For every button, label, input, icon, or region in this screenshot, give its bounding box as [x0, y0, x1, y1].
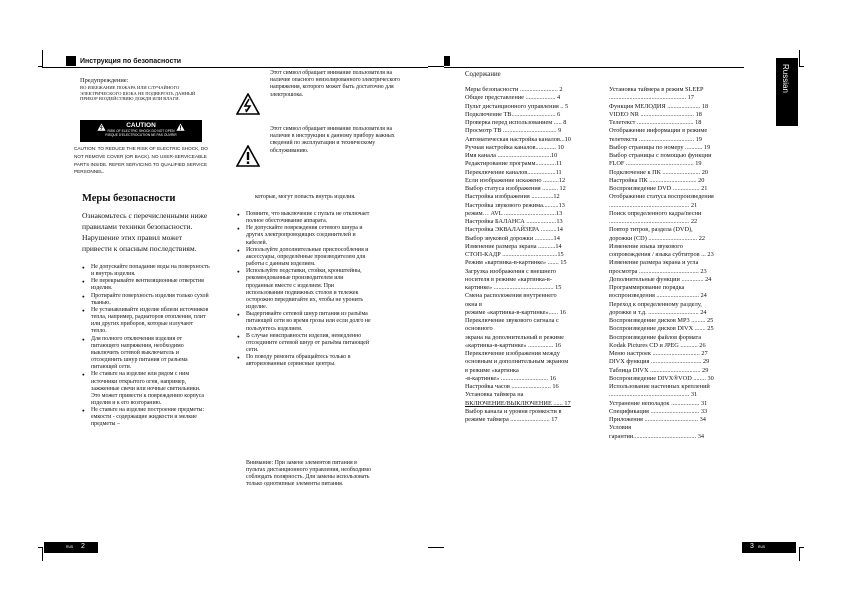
toc-entry[interactable]: Повтор титров, раздела (DVD), [609, 226, 693, 234]
list-item: ● Не перекрывайте вентиляционные отверстия изделия. [82, 278, 210, 292]
toc-entry[interactable]: Настройка ЭКВАЛАЙЗЕРА ..........14 [465, 226, 563, 234]
left-bullet-list [82, 264, 210, 429]
toc-entry[interactable]: Воспроизведение DIVX®VOD ........ 30 [609, 374, 714, 382]
toc-entry[interactable]: Меры безопасности ........................ 2 [465, 86, 563, 93]
list-item: ● В случае неисправности изделия, немедленно отсоедините сетевой шнур от разъёма питающей сети. [237, 333, 371, 354]
toc-entry[interactable]: экрана на дополнительный в режиме [465, 333, 564, 341]
toc-entry[interactable]: VIDEO NR .................................. 18 [609, 110, 702, 118]
list-item: ● Не устанавливайте изделие вблизи источников тепла, например, радиаторов отопления, плит или других приборов, которые излучают тепло. [82, 307, 210, 336]
exclamation-warning-icon [236, 145, 260, 172]
toc-entry[interactable]: Выбор страницы по номеру ........... 19 [609, 143, 711, 151]
caution-line-2: RISQUE D'ELECTROCUTION NE PAS OUVRIR [105, 133, 177, 137]
toc-entry[interactable]: в режиме «картинка [465, 366, 519, 374]
toc-entry[interactable]: Установка таймера в режим SLEEP [609, 86, 704, 93]
section-marker [66, 56, 76, 66]
toc-entry[interactable]: Подключение ТВ............................ 6 [465, 110, 561, 118]
exclamation-symbol-text: Этот символ обращает внимание пользователя на наличие в инструкции к данному прибору важных сведений по эксплуатации и техническому обслуживанию. [270, 126, 395, 154]
toc-entry[interactable]: Загрузка изображения с внешнего [465, 267, 557, 275]
toc-entry[interactable]: телетекста ................................... 19 [609, 135, 702, 143]
toc-entry[interactable]: Общее представление ................... 4 [465, 94, 561, 102]
toc-entry[interactable]: режим… AVL .................................13 [465, 209, 563, 217]
list-item: ● По поводу ремонта обращайтесь только в авторизованные сервисные центры. [237, 354, 371, 368]
header-rule [444, 67, 744, 68]
toc-entry[interactable]: Kodak Pictures CD и JPEG ........... 26 [609, 341, 706, 349]
toc-entry[interactable]: Выбор страницы с помощью функции [609, 152, 712, 159]
toc-entry[interactable]: DIVX функция ................................ 29 [609, 358, 710, 366]
toc-entry[interactable]: СТОП-КАДР ...................................15 [465, 251, 564, 258]
caution-text: CAUTION: TO REDUCE THE RISK OF ELECTRIC SHOCK, DO NOT REMOVE COVER (OR BACK). NO USER-SERVICEABLE PARTS INSIDE. REFER SERVICING TO QUALIFIED SERVICE PERSONNEL. [74, 146, 208, 175]
page-number: 3 [750, 543, 754, 550]
list-item: ● Выдергивайте сетевой шнур питания из разъёма питающей сети во время грозы или если долго не пользуетесь изделием. [237, 311, 371, 332]
section-title: Инструкция по безопасности [80, 58, 182, 65]
crop-mark [42, 50, 43, 67]
page-number-badge [742, 542, 796, 553]
toc-entry[interactable]: -в-картинке» .............................. 16 [465, 374, 557, 382]
toc-entry[interactable]: окна в [465, 300, 482, 308]
footer-lang: RUS [66, 545, 74, 549]
toc-entry[interactable]: Спецификация ............................... 33 [609, 407, 708, 415]
toc-entry[interactable]: ................................................... 31 [609, 391, 698, 399]
toc-entry[interactable]: сопровождения / языка субтитров ... 23 [609, 251, 714, 258]
toc-entry[interactable]: Условия [609, 424, 632, 432]
toc-entry[interactable]: Отображение информации в режиме [609, 127, 708, 135]
toc-entry[interactable]: Подключение к ПК ........................ 20 [609, 168, 709, 176]
measures-title: Меры безопасности [82, 193, 176, 204]
toc-entry[interactable]: дорожки (CD) ............................... 22 [609, 234, 706, 242]
toc-entry[interactable]: Ручная настройка каналов............. 10 [465, 143, 564, 151]
measures-intro: Ознакомьтесь с перечисленными ниже правилами техники безопасности. Нарушение этих правил может привести к опасным последствиям. [82, 211, 208, 253]
toc-entry[interactable]: Изменение размера экрана ...........14 [465, 242, 562, 250]
toc-entry[interactable]: Выбор статуса изображения .......... 12 [465, 185, 566, 192]
right-bullet-list [237, 211, 371, 368]
toc-entry[interactable]: Установка таймера на [465, 391, 524, 399]
warning-block [80, 77, 202, 102]
lightning-warning-icon [236, 93, 260, 120]
crop-mark [799, 547, 800, 561]
toc-entry[interactable]: Настройка звукового режима..........13 [465, 201, 565, 209]
warning-title: Предупреждение: [80, 77, 129, 84]
toc-entry[interactable]: Дополнительные функции .............. 24 [609, 275, 712, 283]
footer-lang: RUS [758, 545, 766, 549]
toc-entry[interactable]: Воспроизведение дисков DIVX ....... 25 [609, 325, 714, 333]
toc-entry[interactable]: Выбор звуковой дорожки ............14 [465, 234, 560, 242]
section-marker [444, 56, 450, 66]
toc-entry[interactable]: Изменение размера экрана и угла [609, 259, 699, 267]
toc-entry[interactable]: гарантии........................................ 34 [609, 432, 705, 440]
crop-mark [42, 547, 43, 561]
list-item: ● Используйте подставки, стойки, кронштейны, рекомендованные производителем или проданные вместе с изделием. При использовании подвижных столов и тележек осторожно передвигайте их, чтобы не уронить изделие. [237, 268, 371, 311]
toc-entry[interactable]: основного [465, 325, 493, 333]
toc-entry[interactable]: Устранение неполадок .................. 31 [609, 399, 708, 407]
battery-note: Внимание: При замене элементов питания в пультах дистанционного управления, необходимо соблюдать полярность. Для замены использовать только однотипные элементы питания. [246, 460, 371, 488]
toc-entry[interactable]: Автоматическая настройка каналов...10 [465, 135, 571, 143]
list-item: ● Не допускайте повреждения сетевого шнура и других электропроводящих соединителей и кабелей. [237, 225, 371, 246]
toc-entry[interactable]: дорожке и т.д. ................................ 24 [609, 308, 707, 316]
crop-mark [428, 547, 444, 548]
exclamation-small-icon [176, 118, 185, 136]
toc-entry[interactable]: носителя в режиме «картинка-в- [465, 275, 552, 283]
toc-entry[interactable]: Приложения .................................. 34 [609, 416, 706, 423]
toc-entry[interactable]: Воспроизведение файлов формата [609, 333, 702, 341]
warning-text: ВО ИЗБЕЖАНИЕ ПОЖАРА ИЛИ СЛУЧАЙНОГО ЭЛЕКТРИЧЕСКОГО ШОКА НЕ ПОДВЕРГАТЬ ДАННЫЙ ПРИБОР ВОЗДЕЙСТВИЮ ДОЖДЯ ИЛИ ВЛАГИ. [80, 85, 196, 102]
toc-entry[interactable]: режиме таймера ......................... 17 [465, 416, 558, 423]
toc-column-1 [465, 86, 605, 424]
toc-entry[interactable]: Отображение статуса воспроизведения [609, 193, 714, 201]
toc-entry[interactable]: ................................................... 22 [609, 218, 698, 225]
toc-entry[interactable]: воспроизведения ........................... 24 [609, 292, 707, 300]
toc-entry[interactable]: Имя канала ..................................10 [465, 152, 558, 159]
toc-entry[interactable]: Воспроизведение DVD ................. 21 [609, 185, 708, 192]
toc-entry[interactable]: Переключение каналов..................11 [465, 168, 562, 176]
crop-mark [428, 66, 444, 67]
list-item: ● Не допускайте попадание воды на поверхность и внутрь изделия. [82, 264, 210, 278]
toc-entry[interactable]: Телетекст .................................... 18 [609, 119, 702, 126]
toc-entry[interactable]: Настройка БАЛАНСА ...................13 [465, 218, 563, 225]
crop-mark [799, 50, 800, 67]
toc-entry[interactable]: картинке» ...................................... 15 [465, 284, 562, 291]
lightning-small-icon [97, 118, 106, 136]
toc-entry[interactable]: основным и дополнительным экраном [465, 358, 569, 366]
toc-entry[interactable]: Таблица DIVX ................................ 29 [609, 366, 709, 374]
list-item: ● Помните, что выключение с пульта не отключает полное обесточивание аппарата. [237, 211, 371, 225]
bullet-continuation: которые, могут попасть внутрь изделия. [255, 194, 356, 200]
toc-entry[interactable]: Воспроизведение дисков MP3 ......... 25 [609, 317, 714, 324]
toc-entry[interactable]: режиме «картинка-в-картинке»...... 16 [465, 308, 566, 316]
toc-entry[interactable]: Использование настенных креплений [609, 383, 710, 390]
header-rule [42, 67, 428, 68]
toc-entry[interactable]: Переключение изображения между [465, 350, 560, 357]
toc-entry[interactable]: Просмотр ТВ .................................. 9 [465, 127, 562, 135]
toc-entry[interactable]: ................................................... 21 [609, 201, 698, 209]
toc-entry[interactable]: Режим «картинка-в-картинке» ....... 15 [465, 259, 567, 267]
toc-entry[interactable]: Переключение звукового сигнала с [465, 317, 559, 324]
toc-entry[interactable]: Проверка перед использованием ..... 8 [465, 119, 567, 126]
toc-entry[interactable]: Программирование порядка [609, 284, 685, 291]
toc-entry[interactable]: ................................................. 17 [609, 94, 695, 102]
lightning-symbol-text: Этот символ обращает внимание пользователя на наличие опасного неизолированного электрического напряжения, которого может быть достаточно для электрошока. [270, 70, 401, 98]
toc-entry[interactable]: FLOF ........................................... 19 [609, 160, 702, 168]
caution-line-1: RISK OF ELECTRIC SHOCK DO NOT OPEN [107, 129, 175, 133]
toc-entry[interactable]: Настройка часов ......................... 16 [465, 383, 559, 390]
list-item: ● Не ставьте на изделие или рядом с ним источники открытого огня, например, зажженные свечи или ночные светильники. Это может привести к повреждению корпуса изделия и к его возгоранию. [82, 371, 210, 407]
list-item: ● Протирайте поверхность изделия только сухой тканью. [82, 293, 210, 307]
toc-entry[interactable]: Если изображение искажено ..........12 [465, 176, 566, 184]
toc-entry[interactable]: Переход к определенному разделу, [609, 300, 702, 308]
toc-entry[interactable]: просмотра ...................................... 23 [609, 267, 707, 275]
list-item: ● Для полного отключения изделия от питающего напряжения, необходимо выключить сетевой выключатель и отсоединить шнур питания от разъема питающей сети. [82, 336, 210, 372]
list-item: ● Используйте дополнительные приспособления и аксессуары, определённые производителем для работы с данным изделием. [237, 247, 371, 268]
list-item: ● Не ставьте на изделие построение предметы: емкости - содержащие жидкости и мелкие предметы – [82, 407, 210, 428]
caution-label: CAUTION [126, 122, 156, 129]
language-tab-label: Russian [781, 64, 790, 93]
contents-title: Содержание [465, 71, 501, 78]
toc-entry[interactable]: Выбор канала и уровня громкости в [465, 407, 562, 415]
toc-column-2 [609, 86, 749, 441]
language-tab [776, 58, 798, 126]
toc-entry[interactable]: Функция МЕЛОДИЯ ..................... 18 [609, 102, 709, 110]
toc-entry[interactable]: Поиск определенного кадра/песни [609, 209, 702, 217]
toc-entry[interactable]: Настройка ПК .............................. 20 [609, 176, 705, 184]
toc-entry[interactable]: Смена расположения внутреннего [465, 292, 557, 300]
toc-entry[interactable]: Пульт дистанционного управления .. 5 [465, 102, 569, 110]
toc-entry[interactable]: Настройка изображения ..............12 [465, 193, 560, 201]
page-number: 2 [81, 543, 85, 550]
page-number-badge [44, 542, 98, 553]
toc-entry[interactable]: Редактирование программ.............11 [465, 160, 563, 168]
toc-entry[interactable]: Меню настроек .............................. 27 [609, 350, 708, 357]
toc-entry[interactable]: Изменение языка звукового [609, 242, 683, 250]
toc-entry[interactable]: ВКЛЮЧЕНИЕ/ВЫКЛЮЧЕНИЕ ...... 17 [465, 399, 571, 407]
toc-entry[interactable]: «картинка-в-картинке» ................ 16 [465, 341, 562, 349]
